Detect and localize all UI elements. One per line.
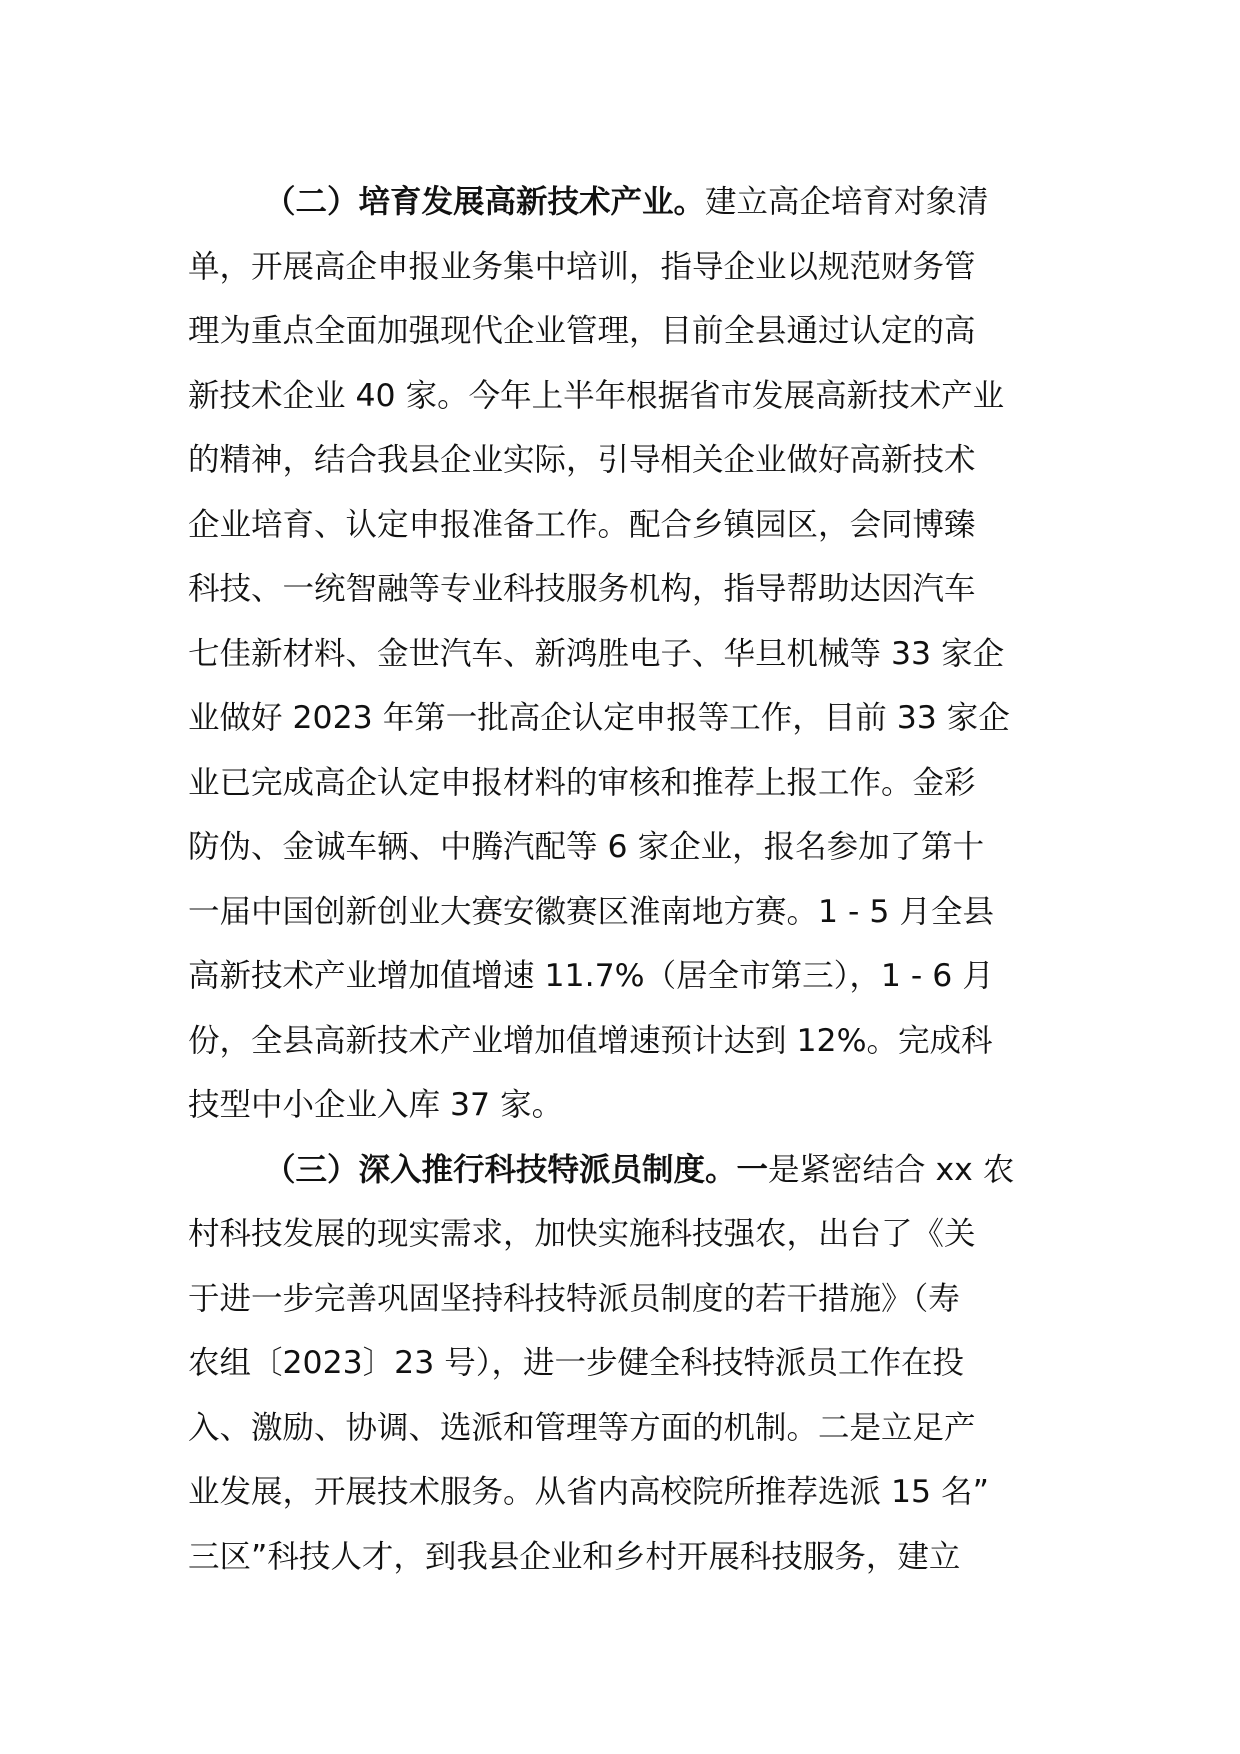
paragraph-line: 的精神，结合我县企业实际，引导相关企业做好高新技术 <box>188 442 976 478</box>
paragraph-line: 理为重点全面加强现代企业管理，目前全县通过认定的高 <box>188 313 976 349</box>
paragraph-line: 一届中国创新创业大赛安徽赛区淮南地方赛。1 - 5 月全县 <box>188 893 994 930</box>
paragraph-text: 是紧密结合 xx 农 <box>768 1151 1015 1188</box>
paragraph-line: 份，全县高新技术产业增加值增速预计达到 12%。完成科 <box>188 1022 993 1059</box>
paragraph-line: 技型中小企业入库 37 家。 <box>188 1087 564 1123</box>
paragraph-line: 业已完成高企认定申报材料的审核和推荐上报工作。金彩 <box>188 764 976 801</box>
paragraph-line: 入、激励、协调、选派和管理等方面的机制。二是立足产 <box>188 1409 976 1446</box>
paragraph-line: 防伪、金诚车辆、中腾汽配等 6 家企业，报名参加了第十 <box>188 829 985 865</box>
paragraph-line: 高新技术产业增加值增速 11.7%（居全市第三），1 - 6 月 <box>188 958 994 994</box>
paragraph-line: 业发展，开展技术服务。从省内高校院所推荐选派 15 名” <box>188 1474 989 1510</box>
section-3-lead-strong: 一 <box>736 1151 769 1188</box>
section-3-heading: （三）深入推行科技特派员制度。 <box>264 1151 737 1188</box>
paragraph-line: 七佳新材料、金世汽车、新鸿胜电子、华旦机械等 33 家企 <box>188 635 1005 672</box>
section-2-heading: （二）培育发展高新技术产业。 <box>264 184 706 220</box>
paragraph-line: 企业培育、认定申报准备工作。配合乡镇园区，会同博臻 <box>188 506 976 543</box>
paragraph-text: 建立高企培育对象清 <box>705 184 989 220</box>
paragraph-line: 新技术企业 40 家。今年上半年根据省市发展高新技术产业 <box>188 377 1005 414</box>
section-2-first-line <box>188 170 1068 235</box>
paragraph-line: 于进一步完善巩固坚持科技特派员制度的若干措施》（寿 <box>188 1280 960 1317</box>
paragraph-line: 三区”科技人才，到我县企业和乡村开展科技服务，建立 <box>188 1538 961 1575</box>
paragraph-line: 村科技发展的现实需求，加快实施科技强农，出台了《关 <box>188 1216 976 1252</box>
paragraph-line: 业做好 2023 年第一批高企认定申报等工作，目前 33 家企 <box>188 700 1010 736</box>
paragraph-line: 科技、一统智融等专业科技服务机构，指导帮助达因汽车 <box>188 571 976 607</box>
paragraph-line: 单，开展高企申报业务集中培训，指导企业以规范财务管 <box>188 248 976 285</box>
paragraph-line: 农组〔2023〕23 号），进一步健全科技特派员工作在投 <box>188 1345 965 1381</box>
document-body <box>188 170 1068 1589</box>
section-3-first-line <box>188 1138 1068 1203</box>
